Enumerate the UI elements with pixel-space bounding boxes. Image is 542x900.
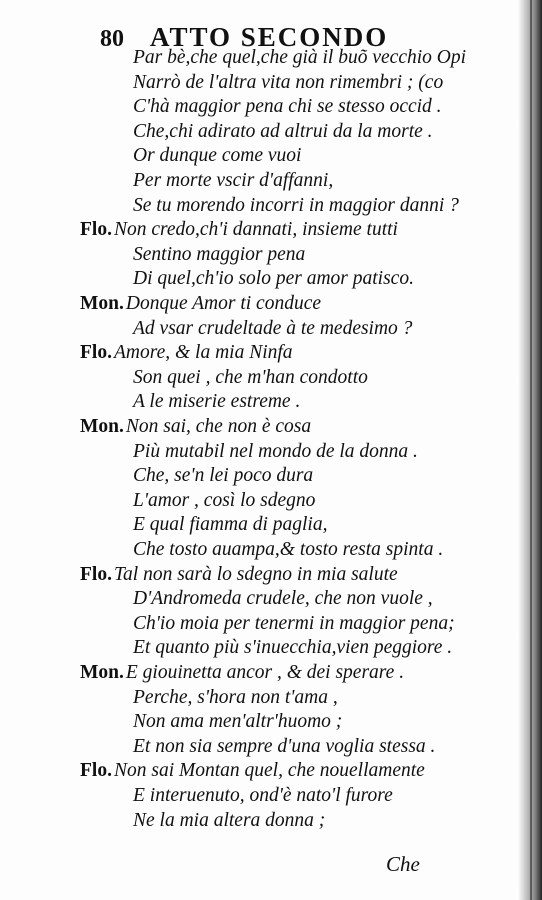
line-text: Et non sia sempre d'una voglia stessa .: [133, 735, 436, 757]
line-text: Sentino maggior pena: [133, 243, 306, 265]
speech-line: [80, 218, 398, 242]
speaker-label: Mon.: [80, 293, 124, 314]
verse-line: [133, 440, 418, 464]
verse-line: [133, 587, 433, 611]
speaker-label: Mon.: [80, 416, 124, 437]
line-text: Son quei , che m'han condotto: [133, 366, 368, 388]
verse-line: [133, 71, 443, 95]
line-text: Non credo,ch'i dannati, insieme tutti: [113, 219, 398, 241]
verse-line: [133, 784, 393, 808]
line-text: D'Andromeda crudele, che non vuole ,: [133, 588, 433, 610]
speaker-label: Mon.: [80, 662, 124, 683]
line-text: Par bè,che quel,che già il buõ vecchio Opi: [133, 47, 467, 68]
line-text: Se tu morendo incorri in maggior danni ?: [133, 194, 459, 216]
speech-line: [80, 759, 425, 783]
verse-line: [133, 144, 301, 168]
verse-line: [133, 243, 305, 267]
line-text: Che,chi adirato ad altrui da la morte .: [133, 120, 433, 142]
speaker-label: Flo.: [80, 219, 112, 241]
line-text: Donque Amor ti conduce: [125, 293, 322, 314]
line-text: Perche, s'hora non t'ama ,: [133, 686, 338, 708]
verse-line: [133, 513, 327, 537]
verse-line: [133, 120, 433, 144]
verse-line: [133, 464, 313, 488]
speech-line: [80, 661, 404, 685]
line-text: A le miserie estreme .: [133, 391, 301, 413]
binding-shadow: [518, 0, 542, 900]
speech-line: [80, 415, 311, 439]
line-text: Tal non sarà lo sdegno in mia salute: [113, 563, 398, 585]
page-number: 80: [100, 26, 124, 52]
line-text: Or dunque come vuoi: [133, 145, 302, 167]
verse-line: [133, 390, 300, 414]
verse-line: [133, 538, 443, 562]
verse-line: [133, 194, 459, 218]
line-text: Per morte vscir d'affanni,: [133, 170, 334, 191]
running-title: ATTO SECONDO: [150, 22, 389, 52]
speech-line: [80, 341, 293, 365]
line-text: Ch'io moia per tenermi in maggior pena;: [133, 612, 455, 634]
line-text: E giouinetta ancor , & dei sperare .: [125, 662, 405, 683]
speech-line: [80, 563, 398, 587]
speaker-label: Flo.: [80, 342, 112, 364]
verse-line: [133, 710, 342, 734]
line-text: Che, se'n lei poco dura: [133, 465, 314, 487]
line-text: Narrò de l'altra vita non rimembri ; (co: [133, 71, 444, 93]
verse-line: [133, 95, 442, 119]
verse-line: [133, 489, 315, 513]
line-text: Più mutabil nel mondo de la donna .: [133, 440, 418, 462]
line-text: E interuenuto, ond'è nato'l furore: [133, 785, 393, 806]
verse-line: [133, 317, 412, 341]
line-text: Ne la mia altera donna ;: [133, 809, 326, 831]
verse-line: [133, 267, 414, 291]
speaker-label: Flo.: [80, 760, 112, 782]
verse-line: [133, 169, 333, 193]
line-text: Ad vsar crudeltade à te medesimo ?: [133, 317, 413, 339]
line-text: Et quanto più s'inuecchia,vien peggiore .: [133, 637, 453, 659]
verse-line: [133, 809, 325, 833]
verse-line: [133, 612, 455, 636]
verse-line: [133, 636, 452, 660]
speaker-label: Flo.: [80, 563, 112, 585]
line-text: Non ama men'altr'huomo ;: [133, 711, 343, 733]
line-text: Di quel,ch'io solo per amor patisco.: [133, 268, 414, 290]
line-text: Amore, & la mia Ninfa: [113, 342, 293, 364]
catchword: Che: [386, 852, 420, 876]
line-text: Non sai Montan quel, che nouellamente: [113, 760, 425, 782]
verse-line: [133, 735, 435, 759]
verse-line: [133, 46, 466, 70]
verse-line: [133, 366, 368, 390]
speech-line: [80, 292, 321, 316]
line-text: L'amor , così lo sdegno: [133, 489, 316, 511]
line-text: E qual fiamma di paglia,: [133, 514, 328, 536]
line-text: Non sai, che non è cosa: [125, 416, 312, 437]
line-text: Che tosto auampa,& tosto resta spinta .: [133, 539, 444, 560]
verse-line: [133, 686, 338, 710]
line-text: C'hà maggior pena chi se stesso occid .: [133, 96, 442, 118]
